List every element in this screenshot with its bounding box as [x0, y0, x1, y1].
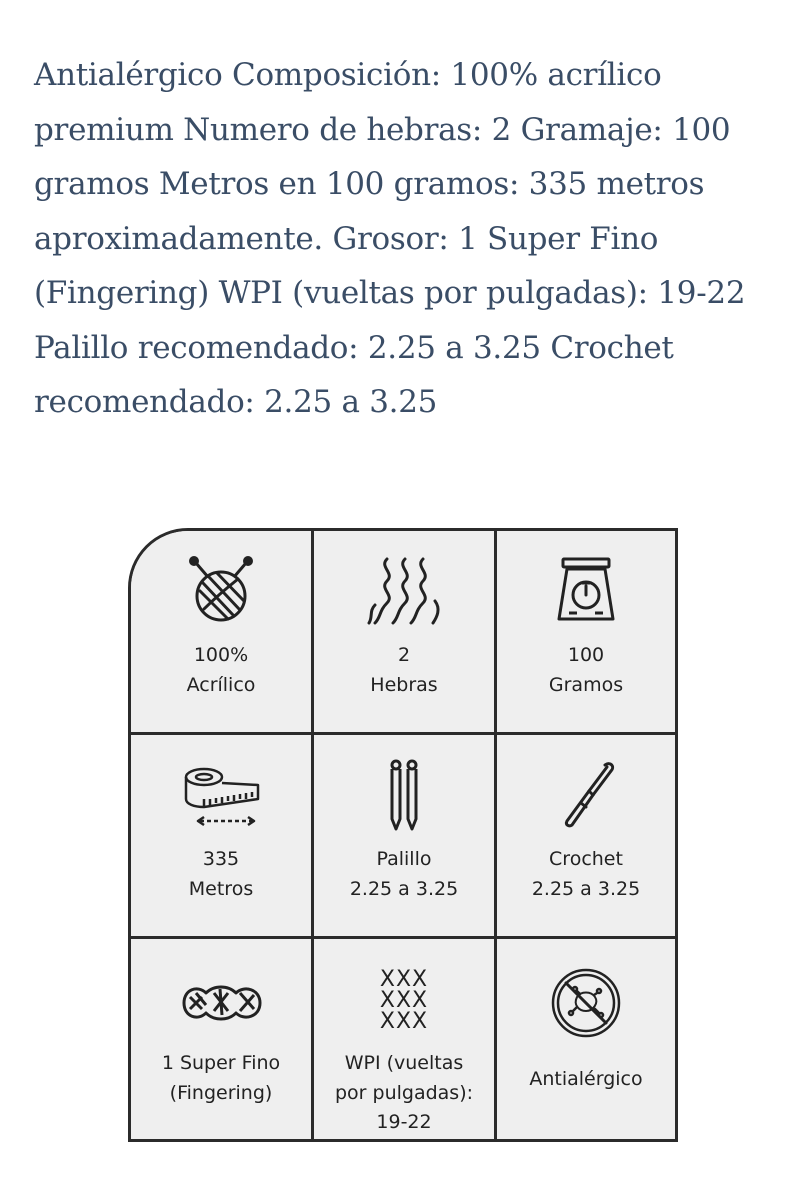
- spec-caption: 2.25 a 3.25: [531, 877, 641, 900]
- pattern-row: XXX: [379, 1009, 429, 1034]
- spec-label-wpi: [314, 1049, 494, 1138]
- spec-label-thickness: [131, 1049, 311, 1108]
- spec-cell-wpi: [314, 939, 497, 1139]
- measuring-tape-icon: [176, 759, 266, 831]
- spec-caption: por pulgadas):: [334, 1081, 474, 1104]
- spec-value: 335: [202, 848, 240, 870]
- spec-label-antiallergic: [497, 1065, 675, 1095]
- spec-caption: 2.25 a 3.25: [349, 877, 459, 900]
- spec-cell-acrylic: [131, 531, 314, 735]
- spec-caption: Hebras: [370, 673, 438, 696]
- spec-value: Crochet: [549, 848, 623, 870]
- pattern-row: XXX: [379, 988, 429, 1013]
- spec-caption: Antialérgico: [529, 1068, 643, 1090]
- spec-cell-antiallergic: [497, 939, 675, 1139]
- spec-caption: Acrílico: [186, 673, 256, 696]
- spec-value: 100%: [193, 644, 249, 666]
- spec-value: 19-22: [376, 1111, 432, 1133]
- spec-cell-needles: [314, 735, 497, 939]
- kitchen-scale-icon: [541, 555, 631, 627]
- no-allergens-icon: [541, 967, 631, 1039]
- spec-caption: Gramos: [548, 673, 624, 696]
- spec-cell-strands: [314, 531, 497, 735]
- spec-caption: Metros: [188, 877, 254, 900]
- spec-label-strands: [314, 641, 494, 700]
- knitting-needles-icon: [359, 759, 449, 831]
- spec-caption: WPI (vueltas: [344, 1052, 464, 1074]
- xxx-pattern-icon: [359, 969, 449, 1035]
- yarn-skein-icon: [176, 963, 266, 1035]
- spec-grid: [128, 528, 678, 1142]
- pattern-row: XXX: [379, 967, 429, 992]
- spec-label-meters: [131, 845, 311, 904]
- spec-cell-crochet: [497, 735, 675, 939]
- spec-label-crochet: [497, 845, 675, 904]
- spec-value: Palillo: [376, 848, 432, 870]
- strands-icon: [359, 555, 449, 627]
- spec-cell-weight: [497, 531, 675, 735]
- spec-label-needles: [314, 845, 494, 904]
- spec-cell-thickness: [131, 939, 314, 1139]
- yarn-ball-needles-icon: [176, 555, 266, 627]
- spec-value: 2: [397, 644, 411, 666]
- product-description: Antialérgico Composición: 100% acrílico premium Numero de hebras: 2 Gramaje: 100 gramos Metros en 100 gramos: 335 metros aproximadamente. Grosor: 1 Super Fino (Fingering) WPI (vueltas por pulgadas): 19-22 Palillo recomendado: 2.25 a 3.25 Crochet recomendado: 2.25 a 3.25: [34, 57, 746, 420]
- spec-value: 1 Super Fino: [161, 1052, 281, 1074]
- spec-cell-meters: [131, 735, 314, 939]
- spec-value: 100: [567, 644, 605, 666]
- spec-caption: (Fingering): [169, 1081, 273, 1104]
- crochet-hook-icon: [541, 759, 631, 831]
- spec-label-weight: [497, 641, 675, 700]
- spec-label-acrylic: [131, 641, 311, 700]
